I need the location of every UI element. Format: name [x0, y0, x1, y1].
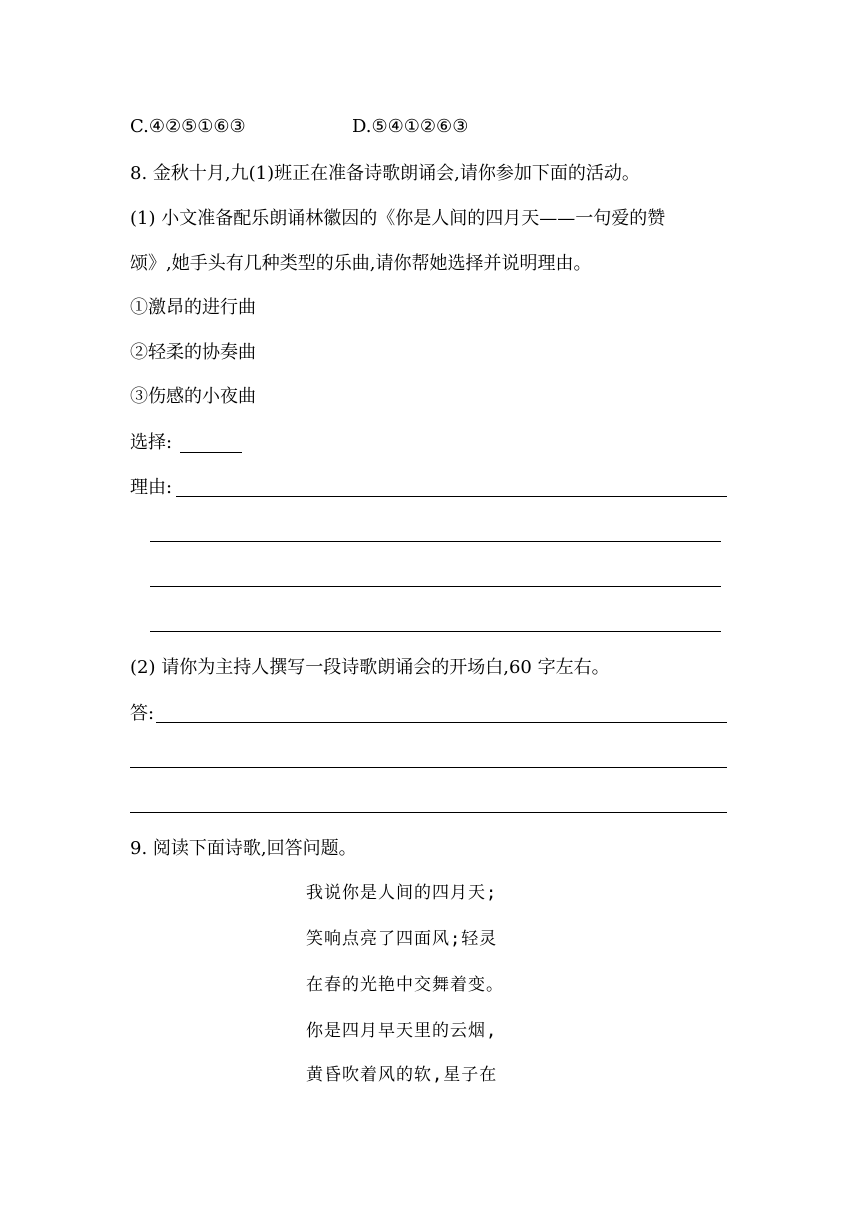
- q8-part1-line1: (1) 小文准备配乐朗诵林徽因的《你是人间的四月天——一句爱的赞: [130, 208, 666, 229]
- option-c: C.④②⑤①⑥③: [130, 116, 246, 137]
- reason-blank-4[interactable]: [150, 631, 721, 632]
- poem-line-3: 在春的光艳中交舞着变。: [306, 975, 504, 995]
- choice-blank[interactable]: [180, 452, 242, 453]
- q8-option-2: ②轻柔的协奏曲: [130, 342, 256, 363]
- poem-line-2: 笑响点亮了四面风;轻灵: [306, 929, 498, 949]
- answer-blank-1[interactable]: [156, 722, 727, 723]
- answer-blank-2[interactable]: [130, 767, 727, 768]
- option-d: D.⑤④①②⑥③: [352, 116, 469, 137]
- answer-label: 答:: [130, 703, 155, 724]
- q8-option-3: ③伤感的小夜曲: [130, 386, 256, 407]
- poem-line-4: 你是四月早天里的云烟,: [306, 1021, 498, 1041]
- poem-line-1: 我说你是人间的四月天;: [306, 883, 498, 903]
- q8-part1-line2: 颂》,她手头有几种类型的乐曲,请你帮她选择并说明理由。: [130, 253, 592, 274]
- q8-option-1: ①激昂的进行曲: [130, 297, 256, 318]
- choice-label: 选择:: [130, 432, 173, 453]
- q9-stem: 9. 阅读下面诗歌,回答问题。: [130, 838, 357, 859]
- q8-part2: (2) 请你为主持人撰写一段诗歌朗诵会的开场白,60 字左右。: [130, 657, 610, 678]
- reason-blank-2[interactable]: [150, 541, 721, 542]
- reason-blank-3[interactable]: [150, 586, 721, 587]
- poem-line-5: 黄昏吹着风的软,星子在: [306, 1065, 498, 1085]
- q8-stem: 8. 金秋十月,九(1)班正在准备诗歌朗诵会,请你参加下面的活动。: [130, 163, 640, 184]
- reason-blank-1[interactable]: [176, 496, 727, 497]
- answer-blank-3[interactable]: [130, 812, 727, 813]
- reason-label: 理由:: [130, 477, 173, 498]
